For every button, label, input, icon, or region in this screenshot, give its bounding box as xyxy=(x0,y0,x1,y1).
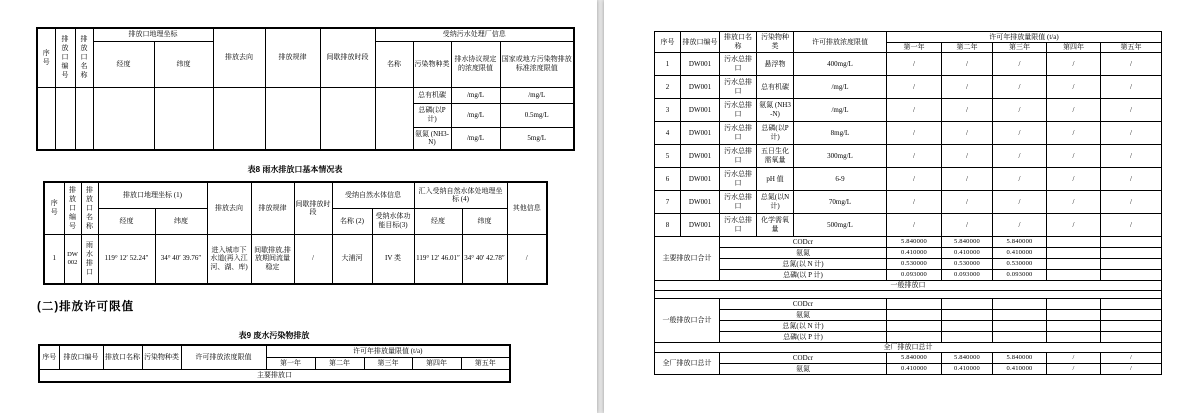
cell-outlet-name xyxy=(81,234,98,284)
rtable-plant-group-row xyxy=(655,343,1162,353)
cell-y1: / xyxy=(887,168,942,191)
th-year-5: 第五年 xyxy=(1101,43,1162,53)
cell-direction: 进入城市下水道(再入江河、湖、库) xyxy=(207,234,251,284)
cell-pollutant: 悬浮物 xyxy=(757,53,794,76)
th-annual-limit: 许可年排放量限值 (t/a) xyxy=(887,32,1162,43)
cell-y4: / xyxy=(1047,53,1101,76)
cell-conc: 70mg/L xyxy=(794,191,887,214)
cell-pollutant: 氨氮 (NH3-N) xyxy=(413,127,451,150)
cell-y5 xyxy=(1101,259,1162,270)
cell-y3: / xyxy=(993,191,1047,214)
cell-y5 xyxy=(1101,299,1162,310)
th-water-target: 受纳水体功能目标(3) xyxy=(372,208,414,234)
cell-y2 xyxy=(942,299,993,310)
cell-seq: 4 xyxy=(655,122,681,145)
cell-y3 xyxy=(993,310,1047,321)
th-intermittent: 间歇排放时段 xyxy=(294,182,332,234)
cell-y5: / xyxy=(1101,168,1162,191)
cell-outlet-name-label: 雨水排口 xyxy=(86,240,93,276)
cell-outlet-no: DW001 xyxy=(681,191,720,214)
cell-y1: / xyxy=(887,145,942,168)
cell-outlet-name: 污水总排口 xyxy=(720,122,757,145)
cell-y1: 0.093000 xyxy=(887,270,942,281)
cell-pollutant: CODcr xyxy=(720,237,887,248)
cell-y1: 0.410000 xyxy=(887,248,942,259)
th-outlet-name xyxy=(75,28,93,87)
cell-y1: / xyxy=(887,99,942,122)
th-geo: 排放口地理坐标 (1) xyxy=(98,182,207,208)
cell-empty xyxy=(93,87,154,150)
rtable-data-row-2 xyxy=(655,76,1162,99)
cell-y5: / xyxy=(1101,99,1162,122)
cell-y1: / xyxy=(887,76,942,99)
cell-y3: 0.410000 xyxy=(993,248,1047,259)
th-seq-label: 序号 xyxy=(50,199,58,217)
th-join-lng: 经度 xyxy=(414,208,462,234)
cell-outlet-name: 污水总排口 xyxy=(720,53,757,76)
th-pollutant: 污染物种类 xyxy=(413,41,451,87)
cell-seq: 8 xyxy=(655,214,681,237)
cell-water-name: 大浦河 xyxy=(332,234,372,284)
cell-y5: / xyxy=(1101,76,1162,99)
rtable-main-total-row-2 xyxy=(655,248,1162,259)
cell-y3: 0.530000 xyxy=(993,259,1047,270)
th-geo: 排放口地理坐标 xyxy=(93,28,213,41)
cell-outlet-no: DW001 xyxy=(681,214,720,237)
th-year-2: 第二年 xyxy=(315,357,364,369)
th-outlet-name: 排放口名称 xyxy=(720,32,757,53)
rtable-data-row-3 xyxy=(655,99,1162,122)
cell-y4: / xyxy=(1047,76,1101,99)
cell-y5: / xyxy=(1101,145,1162,168)
cell-y4: / xyxy=(1047,99,1101,122)
cell-pollutant: 总磷(以P 计) xyxy=(757,122,794,145)
cell-y2: / xyxy=(942,53,993,76)
cell-conc: 500mg/L xyxy=(794,214,887,237)
table9-group-row xyxy=(39,369,510,382)
th-seq-label: 序号 xyxy=(42,48,50,66)
rtable-empty-row xyxy=(655,291,1162,299)
th-outlet-no-label: 排放口编号 xyxy=(61,35,69,80)
cell-y4 xyxy=(1047,321,1101,332)
cell-y2: 0.410000 xyxy=(942,248,993,259)
cell-pollutant: 总氮(以N 计) xyxy=(757,191,794,214)
cell-outlet-name: 污水总排口 xyxy=(720,99,757,122)
cell-y3: / xyxy=(993,76,1047,99)
cell-empty xyxy=(37,87,55,150)
th-outlet-no xyxy=(55,28,75,87)
cell-y3: / xyxy=(993,168,1047,191)
cell-y3 xyxy=(993,332,1047,343)
cell-conc: 8mg/L xyxy=(794,122,887,145)
th-year-5: 第五年 xyxy=(461,357,510,369)
cell-y1 xyxy=(887,321,942,332)
cell-y3: 0.410000 xyxy=(993,364,1047,375)
table-wastewater-pollutant-discharge-continued xyxy=(654,31,1162,375)
cell-y5 xyxy=(1101,332,1162,343)
cell-pollutant: 氨氮 xyxy=(720,310,887,321)
cell-group-general-outlet: 一般排放口 xyxy=(655,281,1162,291)
th-seq xyxy=(44,182,64,234)
rtable-data-row-7 xyxy=(655,191,1162,214)
cell-y3: / xyxy=(993,145,1047,168)
cell-seq: 7 xyxy=(655,191,681,214)
table7-body-row-1 xyxy=(37,87,574,103)
th-outlet-name: 排放口名称 xyxy=(103,345,142,369)
cell-y3 xyxy=(993,299,1047,310)
cell-group-main-outlet: 主要排放口 xyxy=(39,369,510,382)
cell-pollutant: CODcr xyxy=(720,299,887,310)
rtable-general-total-row-4 xyxy=(655,332,1162,343)
cell-standard: 5mg/L xyxy=(500,127,574,150)
cell-pollutant: CODcr xyxy=(720,353,887,364)
th-annual-limit: 许可年排放量限值 (t/a) xyxy=(266,345,510,357)
cell-pollutant: 总氮(以 N 计) xyxy=(720,259,887,270)
cell-empty xyxy=(265,87,320,150)
cell-empty xyxy=(655,291,1162,299)
th-outlet-name-label: 排放口名称 xyxy=(86,185,93,230)
table7-header-row-1 xyxy=(37,28,574,41)
cell-group-plant-total: 全厂排放口总计 xyxy=(655,343,1162,353)
cell-y4 xyxy=(1047,332,1101,343)
cell-y5 xyxy=(1101,270,1162,281)
table8-data-row xyxy=(44,234,547,284)
th-seq: 序号 xyxy=(39,345,59,369)
cell-y4 xyxy=(1047,237,1101,248)
cell-empty xyxy=(55,87,75,150)
cell-y1: 5.840000 xyxy=(887,353,942,364)
cell-join-lat: 34° 40′ 42.78″ xyxy=(462,234,507,284)
th-conc-limit: 许可排放浓度限值 xyxy=(181,345,266,369)
cell-outlet-name: 污水总排口 xyxy=(720,214,757,237)
cell-agreement: /mg/L xyxy=(451,127,500,150)
cell-y3: / xyxy=(993,53,1047,76)
th-plant-info: 受纳污水处理厂信息 xyxy=(375,28,574,41)
document-page-left xyxy=(0,0,597,413)
section-heading-discharge-limits: (二)排放许可限值 xyxy=(37,301,135,313)
cell-y5 xyxy=(1101,321,1162,332)
cell-y1 xyxy=(887,332,942,343)
cell-y3: / xyxy=(993,214,1047,237)
cell-y1 xyxy=(887,310,942,321)
cell-seq: 1 xyxy=(655,53,681,76)
cell-agreement: /mg/L xyxy=(451,103,500,127)
cell-y2: / xyxy=(942,214,993,237)
cell-y3 xyxy=(993,321,1047,332)
cell-y2: / xyxy=(942,168,993,191)
cell-agreement: /mg/L xyxy=(451,87,500,103)
cell-conc: 6-9 xyxy=(794,168,887,191)
cell-y1: / xyxy=(887,191,942,214)
th-year-4: 第四年 xyxy=(1047,43,1101,53)
cell-outlet-no: DW001 xyxy=(681,168,720,191)
cell-outlet-no: DW001 xyxy=(681,76,720,99)
cell-y4 xyxy=(1047,299,1101,310)
cell-y5 xyxy=(1101,248,1162,259)
cell-pollutant: pH 值 xyxy=(757,168,794,191)
cell-pollutant: 五日生化需氧量 xyxy=(757,145,794,168)
cell-lat: 34° 40′ 39.76″ xyxy=(155,234,207,284)
cell-y1: / xyxy=(887,122,942,145)
cell-y2: 0.530000 xyxy=(942,259,993,270)
rtable-general-group-row xyxy=(655,281,1162,291)
th-year-4: 第四年 xyxy=(412,357,461,369)
cell-outlet-no: DW001 xyxy=(681,53,720,76)
cell-y2: / xyxy=(942,122,993,145)
rtable-main-total-row-1 xyxy=(655,237,1162,248)
cell-y4: / xyxy=(1047,122,1101,145)
table9-header-row-1 xyxy=(39,345,510,357)
cell-standard: /mg/L xyxy=(500,87,574,103)
th-join-geo: 汇入受纳自然水体处地理坐标 (4) xyxy=(414,182,507,208)
cell-pollutant: 总磷(以 P 计) xyxy=(720,332,887,343)
th-outlet-no: 排放口编号 xyxy=(681,32,720,53)
cell-outlet-no: DW002 xyxy=(64,234,81,284)
rtable-plant-total-row-1 xyxy=(655,353,1162,364)
cell-plant-total-label: 全厂排放口总计 xyxy=(655,353,720,375)
cell-y5 xyxy=(1101,310,1162,321)
cell-empty xyxy=(320,87,375,150)
cell-y1: / xyxy=(887,53,942,76)
cell-water-target: IV 类 xyxy=(372,234,414,284)
cell-intermittent: / xyxy=(294,234,332,284)
cell-standard: 0.5mg/L xyxy=(500,103,574,127)
table8-header-row-1 xyxy=(44,182,547,208)
cell-y4 xyxy=(1047,270,1101,281)
th-outlet-no: 排放口编号 xyxy=(59,345,103,369)
table-rainwater-outlet-info xyxy=(43,181,548,285)
cell-lng: 119° 12′ 52.24″ xyxy=(98,234,155,284)
th-outlet-name-label: 排放口名称 xyxy=(80,35,88,80)
table8-title: 表8 雨水排放口基本情况表 xyxy=(247,165,343,174)
cell-outlet-name: 污水总排口 xyxy=(720,168,757,191)
cell-y3: / xyxy=(993,99,1047,122)
rtable-main-total-row-4 xyxy=(655,270,1162,281)
cell-y2 xyxy=(942,332,993,343)
cell-outlet-name: 污水总排口 xyxy=(720,145,757,168)
cell-outlet-name: 污水总排口 xyxy=(720,191,757,214)
cell-y4 xyxy=(1047,310,1101,321)
cell-seq: 2 xyxy=(655,76,681,99)
cell-y4: / xyxy=(1047,353,1101,364)
rtable-data-row-8 xyxy=(655,214,1162,237)
cell-conc: /mg/L xyxy=(794,99,887,122)
th-year-1: 第一年 xyxy=(887,43,942,53)
cell-y5 xyxy=(1101,237,1162,248)
th-intermittent: 间歇排放时段 xyxy=(320,28,375,87)
cell-y1: 0.530000 xyxy=(887,259,942,270)
cell-y4: / xyxy=(1047,168,1101,191)
cell-empty xyxy=(75,87,93,150)
th-direction: 排放去向 xyxy=(213,28,265,87)
rtable-main-total-row-3 xyxy=(655,259,1162,270)
cell-y5: / xyxy=(1101,353,1162,364)
cell-y4: / xyxy=(1047,364,1101,375)
cell-y4: / xyxy=(1047,214,1101,237)
rtable-header-row-1 xyxy=(655,32,1162,43)
th-year-3: 第三年 xyxy=(993,43,1047,53)
th-lng: 经度 xyxy=(93,41,154,87)
th-seq: 序号 xyxy=(655,32,681,53)
cell-y3: 0.093000 xyxy=(993,270,1047,281)
rtable-general-total-row-1 xyxy=(655,299,1162,310)
th-pollutant: 污染物种类 xyxy=(757,32,794,53)
cell-y5: / xyxy=(1101,53,1162,76)
cell-seq: 6 xyxy=(655,168,681,191)
th-agreement-limit: 排水协议规定的浓度限值 xyxy=(451,41,500,87)
th-lng: 经度 xyxy=(98,208,155,234)
th-seq xyxy=(37,28,55,87)
th-year-3: 第三年 xyxy=(364,357,412,369)
rtable-data-row-1 xyxy=(655,53,1162,76)
cell-y3: 5.840000 xyxy=(993,353,1047,364)
cell-y2: / xyxy=(942,76,993,99)
cell-other: / xyxy=(507,234,547,284)
cell-y4: / xyxy=(1047,191,1101,214)
cell-y2: / xyxy=(942,99,993,122)
cell-seq: 5 xyxy=(655,145,681,168)
rtable-plant-total-row-2 xyxy=(655,364,1162,375)
cell-conc: 400mg/L xyxy=(794,53,887,76)
cell-y2: 0.410000 xyxy=(942,364,993,375)
document-page-right xyxy=(604,0,1197,413)
th-pattern: 排放规律 xyxy=(265,28,320,87)
rtable-data-row-5 xyxy=(655,145,1162,168)
th-standard-limit: 国家或地方污染物排放标准浓度限值 xyxy=(500,41,574,87)
cell-seq: 3 xyxy=(655,99,681,122)
cell-y1: 0.410000 xyxy=(887,364,942,375)
cell-y3: / xyxy=(993,122,1047,145)
th-lat: 纬度 xyxy=(155,208,207,234)
cell-conc: 300mg/L xyxy=(794,145,887,168)
cell-seq: 1 xyxy=(44,234,64,284)
th-conc-limit: 许可排放浓度限值 xyxy=(794,32,887,53)
cell-outlet-name: 污水总排口 xyxy=(720,76,757,99)
cell-empty xyxy=(154,87,213,150)
th-other: 其他信息 xyxy=(507,182,547,234)
rtable-general-total-row-3 xyxy=(655,321,1162,332)
cell-pollutant: 总磷(以 P 计) xyxy=(720,270,887,281)
cell-y2: / xyxy=(942,191,993,214)
table9-title: 表9 废水污染物排放 xyxy=(238,331,310,340)
cell-outlet-no: DW001 xyxy=(681,99,720,122)
th-plant-name: 名称 xyxy=(375,41,413,87)
rtable-data-row-4 xyxy=(655,122,1162,145)
rtable-general-total-row-2 xyxy=(655,310,1162,321)
cell-pattern: 间歇排放,排放期间流量稳定 xyxy=(251,234,294,284)
cell-empty xyxy=(375,87,413,150)
th-water-name: 名称 (2) xyxy=(332,208,372,234)
cell-pollutant: 氨氮 xyxy=(720,248,887,259)
cell-y5: / xyxy=(1101,191,1162,214)
th-year-1: 第一年 xyxy=(266,357,315,369)
cell-pollutant: 化学需氧量 xyxy=(757,214,794,237)
table-wastewater-outlet-info xyxy=(36,27,575,151)
cell-join-lng: 119° 12′ 46.01″ xyxy=(414,234,462,284)
cell-y3: 5.840000 xyxy=(993,237,1047,248)
th-outlet-no-label: 排放口编号 xyxy=(69,185,76,230)
th-direction: 排放去向 xyxy=(207,182,251,234)
rtable-data-row-6 xyxy=(655,168,1162,191)
cell-pollutant: 总磷(以P 计) xyxy=(413,103,451,127)
cell-pollutant: 氨氮 xyxy=(720,364,887,375)
th-water-info: 受纳自然水体信息 xyxy=(332,182,414,208)
th-year-2: 第二年 xyxy=(942,43,993,53)
cell-main-total-label: 主要排放口合计 xyxy=(655,237,720,281)
cell-pollutant: 总氮(以 N 计) xyxy=(720,321,887,332)
th-pattern: 排放规律 xyxy=(251,182,294,234)
cell-y1: / xyxy=(887,214,942,237)
cell-pollutant: 总有机碳 xyxy=(413,87,451,103)
cell-y4 xyxy=(1047,259,1101,270)
th-join-lat: 纬度 xyxy=(462,208,507,234)
cell-y2: 0.093000 xyxy=(942,270,993,281)
cell-y2: 5.840000 xyxy=(942,353,993,364)
cell-y5: / xyxy=(1101,364,1162,375)
cell-y2: 5.840000 xyxy=(942,237,993,248)
cell-y2 xyxy=(942,321,993,332)
cell-outlet-no: DW001 xyxy=(681,145,720,168)
th-pollutant: 污染物种类 xyxy=(142,345,181,369)
th-outlet-no xyxy=(64,182,81,234)
table-wastewater-pollutant-discharge xyxy=(38,344,511,383)
cell-y2: / xyxy=(942,145,993,168)
cell-y2 xyxy=(942,310,993,321)
cell-y1 xyxy=(887,299,942,310)
cell-y5: / xyxy=(1101,122,1162,145)
cell-y4 xyxy=(1047,248,1101,259)
cell-y1: 5.840000 xyxy=(887,237,942,248)
th-lat: 纬度 xyxy=(154,41,213,87)
cell-y5: / xyxy=(1101,214,1162,237)
th-outlet-name xyxy=(81,182,98,234)
cell-pollutant: 总有机碳 xyxy=(757,76,794,99)
cell-conc: /mg/L xyxy=(794,76,887,99)
cell-general-total-label: 一般排放口合计 xyxy=(655,299,720,343)
cell-outlet-no: DW001 xyxy=(681,122,720,145)
cell-pollutant: 氨氮 (NH3-N) xyxy=(757,99,794,122)
cell-y4: / xyxy=(1047,145,1101,168)
cell-empty xyxy=(213,87,265,150)
